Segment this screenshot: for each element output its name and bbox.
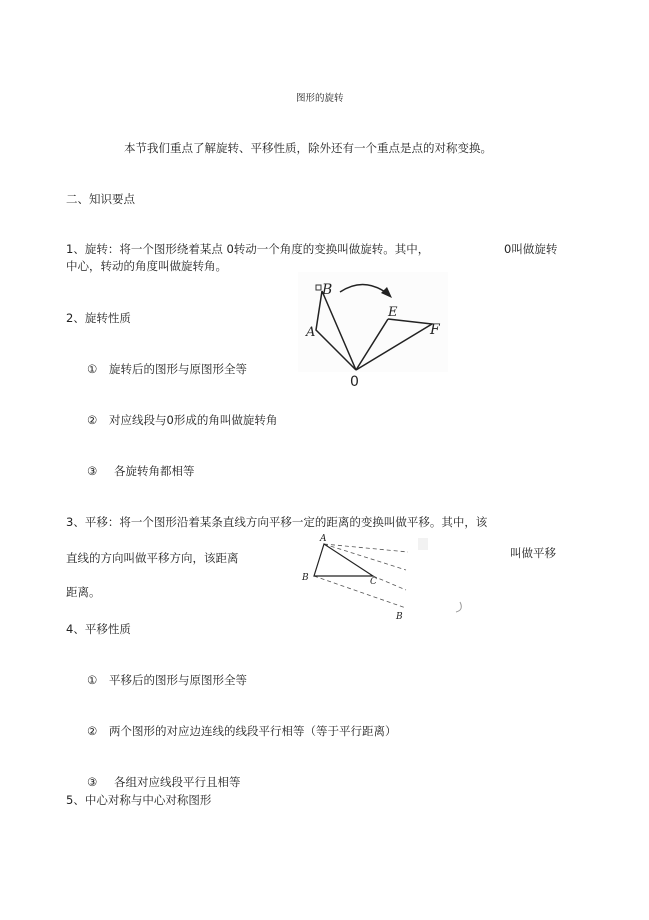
translation-properties-heading: 4、平移性质 xyxy=(66,622,131,636)
translation-definition-line1: 3、平移：将一个图形沿着某条直线方向平移一定的距离的变换叫做平移。其中，该 xyxy=(66,515,488,529)
label-f: F xyxy=(430,322,440,338)
rotation-figure xyxy=(298,272,450,390)
translation-property-2: 两个图形的对应边连线的线段平行相等（等于平行距离） xyxy=(109,724,397,738)
rotation-definition-line2: 中心，转动的角度叫做旋转角。 xyxy=(66,259,227,273)
rotation-definition-line1-end: 0叫做旋转 xyxy=(504,242,558,256)
translation-property-2-number: ② xyxy=(87,724,98,738)
rotation-property-2-number: ② xyxy=(87,413,98,427)
triangle-abc xyxy=(314,544,373,576)
smudge-mark-icon xyxy=(456,602,461,612)
rotation-property-1-number: ① xyxy=(87,362,98,376)
rotation-property-2: 对应线段与0形成的角叫做旋转角 xyxy=(109,413,278,427)
translation-figure xyxy=(298,530,473,625)
translation-definition-line2: 直线的方向叫做平移方向，该距离 xyxy=(66,551,239,565)
translation-property-1: 平移后的图形与原图形全等 xyxy=(109,673,247,687)
rotation-property-1: 旋转后的图形与原图形全等 xyxy=(109,362,247,376)
rotation-property-3-number: ③ xyxy=(87,464,98,478)
label-e: E xyxy=(388,305,398,320)
translation-property-3-number: ③ xyxy=(87,775,98,789)
page-title: 图形的旋转 xyxy=(296,93,344,104)
label-b-prime: B xyxy=(396,612,403,622)
translation-definition-line2-end: 叫做平移 xyxy=(510,546,556,560)
section-heading-key-points: 二、知识要点 xyxy=(66,192,135,206)
label-b: B xyxy=(322,282,333,298)
label-b: B xyxy=(302,573,309,583)
label-a: A xyxy=(320,534,327,544)
central-symmetry-heading: 5、中心对称与中心对称图形 xyxy=(66,793,212,807)
label-o: 0 xyxy=(350,374,359,390)
translation-property-3: 各组对应线段平行且相等 xyxy=(114,775,241,789)
translation-property-1-number: ① xyxy=(87,673,98,687)
rotation-property-3: 各旋转角都相等 xyxy=(114,464,195,478)
rotation-properties-heading: 2、旋转性质 xyxy=(66,311,131,325)
translation-definition-line3: 距离。 xyxy=(66,585,101,599)
rotation-definition-line1: 1、旋转：将一个图形绕着某点 0转动一个角度的变换叫做旋转。其中， xyxy=(66,242,430,256)
intro-text: 本节我们重点了解旋转、平移性质，除外还有一个重点是点的对称变换。 xyxy=(124,141,492,155)
label-c: C xyxy=(370,577,377,587)
label-a: A xyxy=(306,325,316,340)
